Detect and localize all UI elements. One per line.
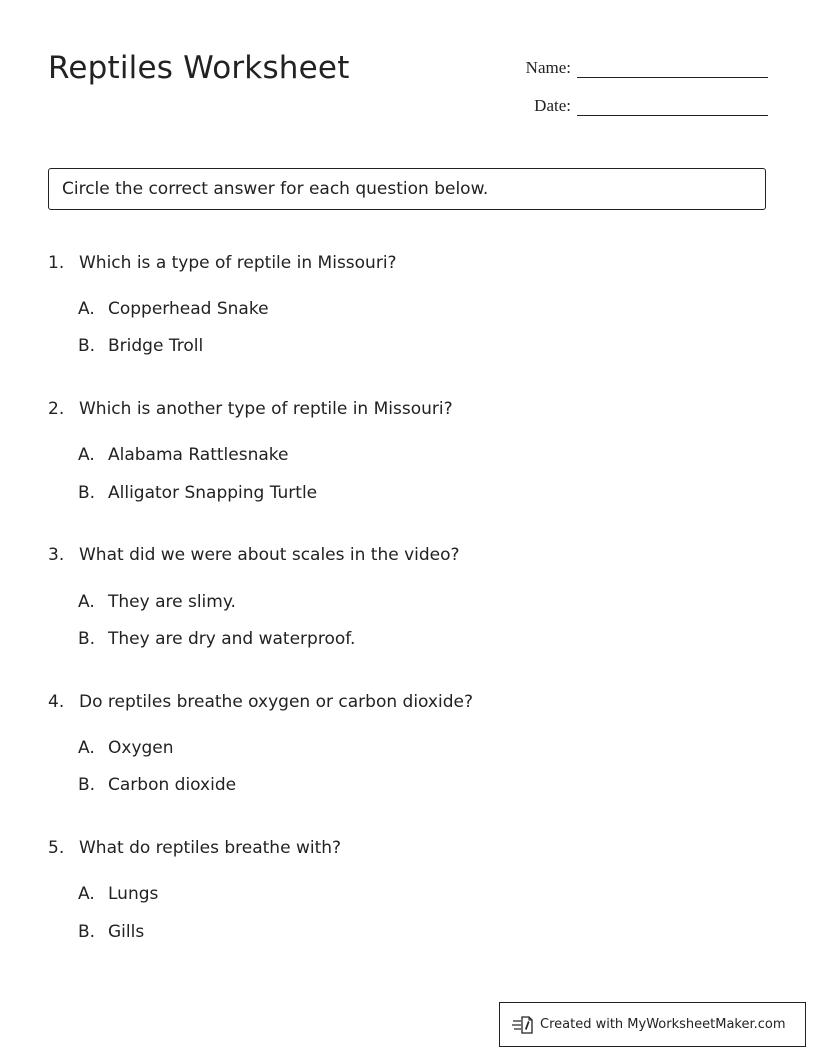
- answer-option-a[interactable]: [78, 589, 236, 615]
- option-text: They are slimy.: [108, 592, 236, 612]
- option-text: Copperhead Snake: [108, 299, 269, 319]
- question-text: Do reptiles breathe oxygen or carbon dioxide?: [79, 692, 473, 712]
- option-letter: B.: [78, 336, 96, 356]
- question-text: Which is a type of reptile in Missouri?: [79, 253, 397, 273]
- question-4: [48, 689, 748, 795]
- option-letter: B.: [78, 483, 96, 503]
- question-number: 2.: [48, 399, 65, 419]
- question-number: 5.: [48, 838, 65, 858]
- option-text: Lungs: [108, 884, 159, 904]
- worksheet-maker-logo-icon: [512, 1015, 534, 1035]
- option-text: Oxygen: [108, 738, 174, 758]
- question-text: What did we were about scales in the video?: [79, 545, 460, 565]
- option-letter: B.: [78, 775, 96, 795]
- question-number: 1.: [48, 253, 65, 273]
- answer-option-a[interactable]: [78, 735, 174, 761]
- date-blank-line: [577, 95, 768, 116]
- option-text: Alligator Snapping Turtle: [108, 483, 318, 503]
- name-blank-line: [577, 57, 768, 78]
- date-field: [534, 92, 768, 116]
- question-text: Which is another type of reptile in Missouri?: [79, 399, 453, 419]
- answer-option-a[interactable]: [78, 442, 288, 468]
- answer-option-b[interactable]: [78, 333, 203, 359]
- option-text: Alabama Rattlesnake: [108, 445, 289, 465]
- option-letter: A.: [78, 592, 95, 612]
- answer-option-b[interactable]: [78, 772, 236, 798]
- option-letter: A.: [78, 884, 95, 904]
- option-letter: A.: [78, 445, 95, 465]
- question-5: [48, 835, 748, 942]
- instructions-box: Circle the correct answer for each question below.: [48, 168, 766, 210]
- option-text: Gills: [108, 922, 145, 942]
- date-label: Date:: [534, 96, 571, 115]
- option-text: They are dry and waterproof.: [108, 629, 356, 649]
- answer-option-a[interactable]: [78, 881, 158, 907]
- answer-option-b[interactable]: [78, 480, 317, 506]
- answer-option-b[interactable]: [78, 919, 144, 945]
- question-3: [48, 542, 748, 649]
- option-letter: A.: [78, 738, 95, 758]
- question-1: [48, 250, 748, 356]
- page-title: Reptiles Worksheet: [48, 50, 350, 86]
- option-letter: B.: [78, 922, 96, 942]
- option-letter: B.: [78, 629, 96, 649]
- footer-credit-box[interactable]: [499, 1002, 806, 1047]
- footer-credit-text: Created with MyWorksheetMaker.com: [540, 1017, 786, 1032]
- question-number: 4.: [48, 692, 65, 712]
- name-field: [526, 54, 768, 78]
- name-label: Name:: [525, 58, 571, 77]
- question-text: What do reptiles breathe with?: [79, 838, 342, 858]
- question-2: [48, 396, 748, 503]
- option-text: Carbon dioxide: [108, 775, 237, 795]
- answer-option-b[interactable]: [78, 626, 355, 652]
- question-number: 3.: [48, 545, 65, 565]
- option-letter: A.: [78, 299, 95, 319]
- option-text: Bridge Troll: [108, 336, 204, 356]
- answer-option-a[interactable]: [78, 296, 269, 322]
